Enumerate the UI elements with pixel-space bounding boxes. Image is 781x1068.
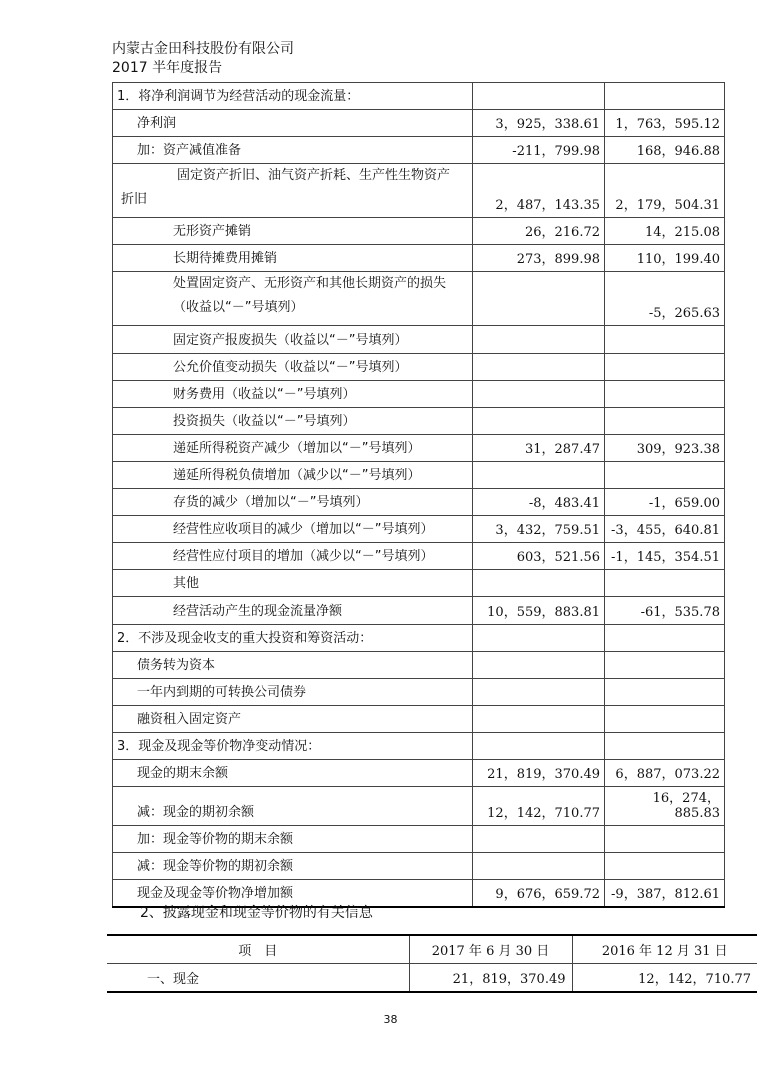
prior-period-value: [605, 461, 725, 488]
current-period-value: [473, 826, 605, 853]
row-label-line2: 折旧: [121, 192, 148, 208]
page-number: 38: [383, 1013, 398, 1026]
table-row: [113, 489, 725, 516]
row-label: 经营性应付项目的增加（减少以“－”号填列）: [113, 543, 473, 570]
table-row: [107, 964, 757, 993]
prior-period-value: 2，179，504.31: [605, 164, 725, 218]
row-label: 公允价值变动损失（收益以“－”号填列）: [113, 353, 473, 380]
current-period-value: 9，676，659.72: [473, 880, 605, 907]
prior-period-value: 110，199.40: [605, 245, 725, 272]
prior-period-value: 1，763，595.12: [605, 110, 725, 137]
row-label: 经营活动产生的现金流量净额: [113, 597, 473, 624]
prior-period-value: -1，659.00: [605, 489, 725, 516]
current-period-value: [473, 651, 605, 678]
column-header-current: 2017 年 6 月 30 日: [409, 935, 572, 964]
table-row: [113, 678, 725, 705]
prior-period-value: [605, 826, 725, 853]
section-title: 2、披露现金和现金等价物的有关信息: [140, 905, 373, 921]
row-label-line2: （收益以“－”号填列）: [173, 300, 304, 316]
table-row: [113, 570, 725, 597]
table-row: [113, 705, 725, 732]
row-label: 存货的减少（增加以“－”号填列）: [113, 489, 473, 516]
current-period-value: -211，799.98: [473, 137, 605, 164]
row-label: 无形资产摊销: [113, 218, 473, 245]
table-row: [113, 137, 725, 164]
row-label-line1: 固定资产折旧、油气资产折耗、生产性生物资产: [177, 168, 451, 184]
prior-period-value: [605, 326, 725, 353]
row-label: 融资租入固定资产: [113, 705, 473, 732]
table-row: [113, 624, 725, 651]
table-row: [113, 787, 725, 826]
row-label: 现金及现金等价物净增加额: [113, 880, 473, 907]
current-period-value: [473, 570, 605, 597]
column-header-item: 项 目: [107, 935, 409, 964]
prior-period-value: [605, 407, 725, 434]
current-period-value: [473, 705, 605, 732]
current-period-value: [473, 83, 605, 110]
prior-period-value: -9，387，812.61: [605, 880, 725, 907]
table-row: [113, 164, 725, 218]
current-period-value: 21，819，370.49: [473, 759, 605, 786]
cash-equivalents-table: [107, 934, 757, 993]
table-row: [113, 826, 725, 853]
report-title: 2017 半年度报告: [112, 60, 223, 76]
prior-period-value: 6，887，073.22: [605, 759, 725, 786]
prior-period-value: [605, 380, 725, 407]
prior-period-value: [605, 83, 725, 110]
prior-period-value: 14，215.08: [605, 218, 725, 245]
row-label: 其他: [113, 570, 473, 597]
row-label: 投资损失（收益以“－”号填列）: [113, 407, 473, 434]
current-period-value: 3，432，759.51: [473, 516, 605, 543]
current-period-value: 21，819，370.49: [409, 964, 572, 993]
table-row: [113, 651, 725, 678]
current-period-value: [473, 326, 605, 353]
current-period-value: [473, 678, 605, 705]
document-header: [112, 40, 294, 78]
current-period-value: [473, 461, 605, 488]
table-header-row: [107, 935, 757, 964]
row-label: 1．将净利润调节为经营活动的现金流量：: [113, 83, 473, 110]
current-period-value: 10，559，883.81: [473, 597, 605, 624]
row-label: 净利润: [113, 110, 473, 137]
prior-period-value: 12，142，710.77: [572, 964, 757, 993]
table-row: [113, 272, 725, 326]
table-row: [113, 759, 725, 786]
table-row: [113, 434, 725, 461]
current-period-value: [473, 407, 605, 434]
current-period-value: [473, 353, 605, 380]
row-label: 递延所得税资产减少（增加以“－”号填列）: [113, 434, 473, 461]
row-label: 财务费用（收益以“－”号填列）: [113, 380, 473, 407]
row-label-line1: 处置固定资产、无形资产和其他长期资产的损失: [173, 276, 447, 292]
cash-flow-supplement-table: [112, 82, 725, 908]
row-label: [113, 164, 473, 218]
table-row: [113, 597, 725, 624]
prior-period-value: -3，455，640.81: [605, 516, 725, 543]
prior-period-value: [605, 624, 725, 651]
prior-period-value: [605, 853, 725, 880]
prior-period-value: -1，145，354.51: [605, 543, 725, 570]
current-period-value: 31，287.47: [473, 434, 605, 461]
table-row: [113, 543, 725, 570]
current-period-value: 26，216.72: [473, 218, 605, 245]
current-period-value: 273，899.98: [473, 245, 605, 272]
row-label: 减：现金等价物的期初余额: [113, 853, 473, 880]
prior-period-value: 168，946.88: [605, 137, 725, 164]
table-row: [113, 353, 725, 380]
current-period-value: [473, 732, 605, 759]
prior-period-value: [605, 651, 725, 678]
current-period-value: 12，142，710.77: [473, 787, 605, 826]
table-row: [113, 380, 725, 407]
current-period-value: 2，487，143.35: [473, 164, 605, 218]
table-row: [113, 461, 725, 488]
current-period-value: [473, 380, 605, 407]
prior-period-value: [605, 705, 725, 732]
column-header-prior: 2016 年 12 月 31 日: [572, 935, 757, 964]
row-label: 加：资产减值准备: [113, 137, 473, 164]
row-label: 加：现金等价物的期末余额: [113, 826, 473, 853]
current-period-value: 3，925，338.61: [473, 110, 605, 137]
row-label: 递延所得税负债增加（减少以“－”号填列）: [113, 461, 473, 488]
prior-period-value: [605, 570, 725, 597]
current-period-value: [473, 272, 605, 326]
row-label: [113, 272, 473, 326]
table-row: [113, 326, 725, 353]
prior-period-value: [605, 732, 725, 759]
prior-period-value: 309，923.38: [605, 434, 725, 461]
row-label: 经营性应收项目的减少（增加以“－”号填列）: [113, 516, 473, 543]
table-row: [113, 516, 725, 543]
row-label: 一、现金: [107, 964, 409, 993]
row-label: 2．不涉及现金收支的重大投资和筹资活动：: [113, 624, 473, 651]
row-label: 长期待摊费用摊销: [113, 245, 473, 272]
current-period-value: [473, 853, 605, 880]
table-row: [113, 853, 725, 880]
prior-period-value: [605, 353, 725, 380]
row-label: 债务转为资本: [113, 651, 473, 678]
row-label: 固定资产报废损失（收益以“－”号填列）: [113, 326, 473, 353]
table-row: [113, 732, 725, 759]
current-period-value: -8，483.41: [473, 489, 605, 516]
table-row: [113, 245, 725, 272]
prior-period-value: -5，265.63: [605, 272, 725, 326]
table-row: [113, 218, 725, 245]
table-row: [113, 83, 725, 110]
table-row: [113, 110, 725, 137]
current-period-value: 603，521.56: [473, 543, 605, 570]
row-label: 现金的期末余额: [113, 759, 473, 786]
prior-period-value: [605, 678, 725, 705]
row-label: 减：现金的期初余额: [113, 787, 473, 826]
prior-period-value: -61，535.78: [605, 597, 725, 624]
table-row: [113, 407, 725, 434]
row-label: 一年内到期的可转换公司债券: [113, 678, 473, 705]
current-period-value: [473, 624, 605, 651]
company-name: 内蒙古金田科技股份有限公司: [112, 41, 294, 57]
row-label: 3．现金及现金等价物净变动情况：: [113, 732, 473, 759]
prior-period-value: 16，274，885.83: [605, 787, 725, 826]
